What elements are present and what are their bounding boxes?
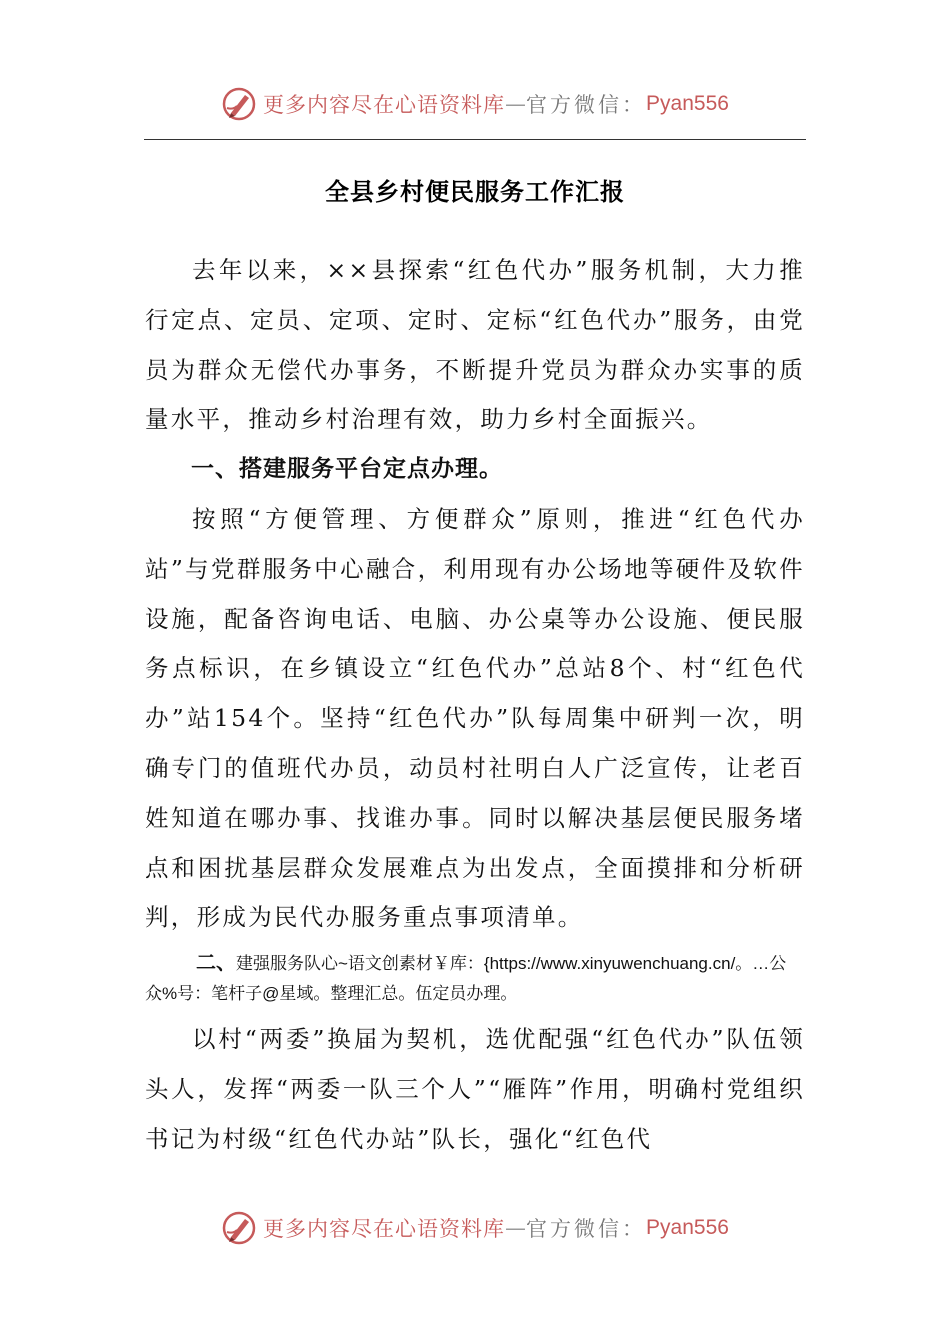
header-banner-id: Pyan556 bbox=[646, 92, 729, 115]
header-banner-label: 官方微信： bbox=[526, 93, 647, 117]
footer-banner-main: 更多内容尽在心语资料库 bbox=[263, 1217, 506, 1241]
section2-heading: 建强服务队心~语文创素材￥库：{https://www.xinyuwenchuang.cn/。…公众%号：笔杆子@星域。整理汇总。伍定员办理。 bbox=[145, 954, 787, 1004]
footer-banner bbox=[0, 1206, 950, 1250]
section2-number: 二、 bbox=[196, 950, 236, 975]
header-banner bbox=[0, 82, 950, 126]
header-divider bbox=[144, 139, 806, 140]
pen-logo-icon bbox=[221, 1210, 257, 1246]
footer-banner-id: Pyan556 bbox=[646, 1216, 729, 1239]
header-banner-dash: — bbox=[505, 92, 527, 116]
pen-logo-icon bbox=[221, 86, 257, 122]
section1-paragraph: 按照“方便管理、方便群众”原则，推进“红色代办站”与党群服务中心融合，利用现有办公场地等硬件及软件设施，配备咨询电话、电脑、办公桌等办公设施、便民服务点标识，在乡镇设立“红色代办”总站8个、村“红色代办”站154个。坚持“红色代办”队每周集中研判一次，明确专门的值班代办员，动员村社明白人广泛宣传，让老百姓知道在哪办事、找谁办事。同时以解决基层便民服务堵点和困扰基层群众发展难点为出发点，全面摸排和分析研判，形成为民代办服务重点事项清单。 bbox=[145, 504, 805, 932]
document-body bbox=[145, 246, 805, 1165]
section2-heading-line bbox=[145, 947, 805, 1009]
footer-banner-dash: — bbox=[505, 1216, 527, 1240]
document-title: 全县乡村便民服务工作汇报 bbox=[325, 178, 625, 206]
section2-paragraph: 以村“两委”换届为契机，选优配强“红色代办”队伍领头人，发挥“两委一队三个人”“雁阵”作用，明确村党组织书记为村级“红色代办站”队长，强化“红色代 bbox=[145, 1025, 805, 1153]
intro-paragraph: 去年以来，××县探索“红色代办”服务机制，大力推行定点、定员、定项、定时、定标“红色代办”服务，由党员为群众无偿代办事务，不断提升党员为群众办实事的质量水平，推动乡村治理有效，助力乡村全面振兴。 bbox=[145, 256, 805, 434]
section1-heading: 一、搭建服务平台定点办理。 bbox=[191, 456, 503, 483]
header-banner-main: 更多内容尽在心语资料库 bbox=[263, 93, 506, 117]
footer-banner-label: 官方微信： bbox=[526, 1217, 647, 1241]
